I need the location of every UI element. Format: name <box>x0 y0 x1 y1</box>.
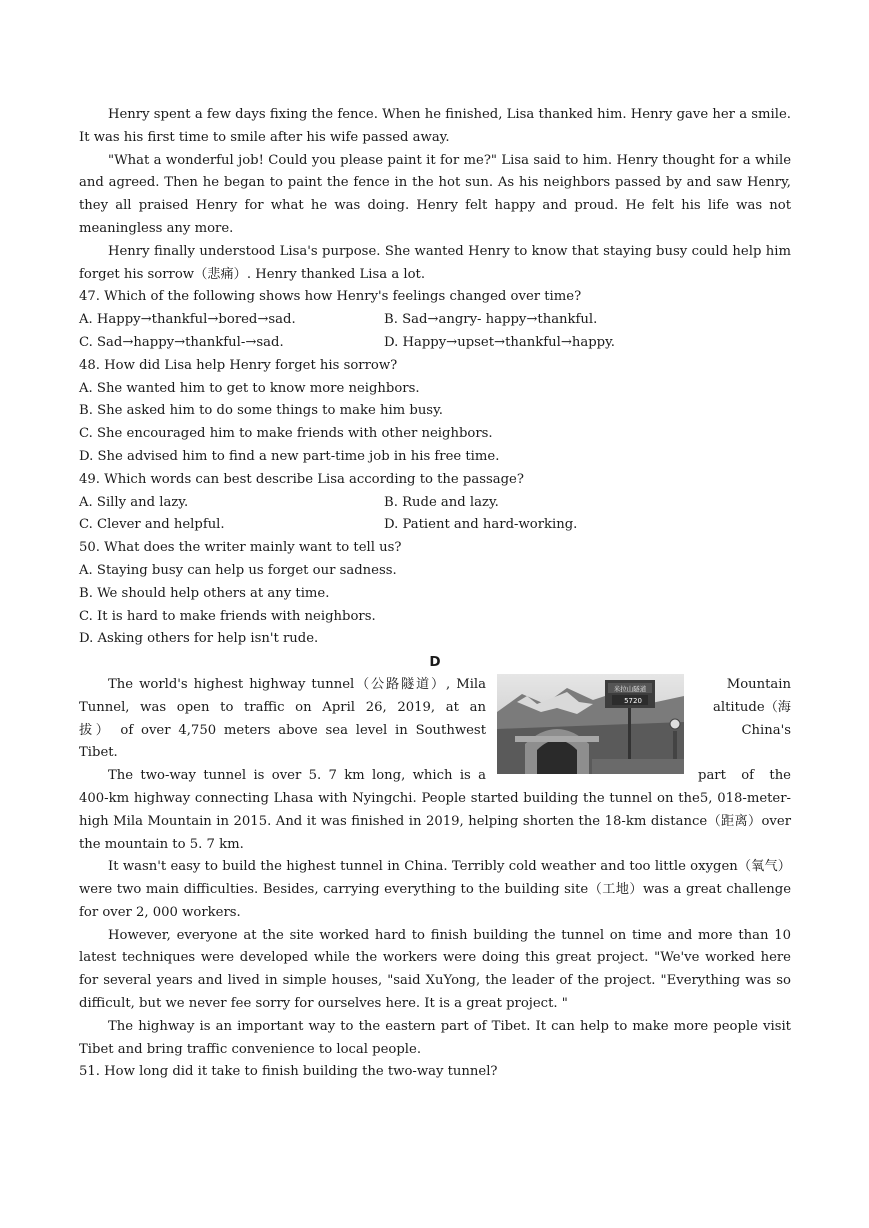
option-b: B. She asked him to do some things to make him busy. <box>79 403 443 419</box>
passage-d-with-photo <box>79 674 791 788</box>
passage-d-paragraph: The highway is an important way to the eastern part of Tibet. It can help to make more people visit Tibet and bring traffic convenience to local people. <box>79 1018 791 1057</box>
passage-c-paragraph: Henry finally understood Lisa's purpose. She wanted Henry to know that staying busy could help him forget his sorrow（悲痛）. Henry thanked Lisa a lot. <box>79 243 791 282</box>
passage-d-paragraph: 400-km highway connecting Lhasa with Nyingchi. People started building the tunnel on the5, 018-meter-high Mila Mountain in 2015. And it was finished in 2019, helping shorten the 18-km distance（距离）over the mountain to 5. 7 km. <box>79 790 791 852</box>
question-50-stem: 50. What does the writer mainly want to tell us? <box>79 540 402 556</box>
passage-d-text: China's <box>741 722 791 738</box>
option-c: C. She encouraged him to make friends with other neighbors. <box>79 426 493 442</box>
passage-d-line <box>79 720 791 743</box>
passage-d-text: altitude（海 <box>712 699 791 715</box>
passage-d-line <box>79 697 791 720</box>
sign-text: 米拉山隧道 <box>613 684 647 693</box>
passage-c-paragraph: "What a wonderful job! Could you please paint it for me?" Lisa said to him. Henry thought for a while and agreed. Then he began to paint the fence in the hot sun. As his neighbors passed by and saw Henry, they all praised Henry for what he was doing. Henry felt happy and proud. He felt his life was not meaningless any more. <box>79 152 791 236</box>
question-47-stem: 47. Which of the following shows how Henry's feelings changed over time? <box>79 289 582 305</box>
option-c: C. Clever and helpful. <box>79 517 225 533</box>
question-51-stem: 51. How long did it take to finish building the two-way tunnel? <box>79 1064 498 1080</box>
section-heading-d: D <box>429 654 441 671</box>
passage-d-text: The world's highest highway tunnel（公路隧道）, Mila <box>108 676 486 692</box>
sign-number: 5720 <box>624 696 642 705</box>
passage-d-line <box>79 765 791 788</box>
passage-d-text: Tunnel, was open to traffic on April 26, 2019, at an <box>79 699 486 715</box>
question-49-stem: 49. Which words can best describe Lisa according to the passage? <box>79 471 524 487</box>
option-d: D. Happy→upset→thankful→happy. <box>384 334 615 350</box>
option-d: D. She advised him to find a new part-time job in his free time. <box>79 448 500 464</box>
worksheet-page <box>79 104 791 1084</box>
option-a: A. She wanted him to get to know more neighbors. <box>79 380 420 396</box>
option-d: D. Patient and hard-working. <box>384 517 578 533</box>
passage-d-line <box>79 674 791 697</box>
passage-d-text: Mountain <box>726 676 791 692</box>
passage-d-paragraph: It wasn't easy to build the highest tunnel in China. Terribly cold weather and too little oxygen（氧气）were two main difficulties. Besides, carrying everything to the building site（工地）was a great challenge for over 2, 000 workers. <box>79 859 791 920</box>
passage-d-paragraph: However, everyone at the site worked hard to finish building the tunnel on time and more than 10 latest techniques were developed while the workers were doing this great project. "We've worked here for several years and lived in simple houses, "said XuYong, the leader of the project. "Everything was so difficult, but we never fee sorry for ourselves here. It is a great project. " <box>79 927 791 1012</box>
question-49-options-row <box>79 492 791 515</box>
option-a: A. Silly and lazy. <box>79 494 189 510</box>
question-47-options-row <box>79 332 791 355</box>
tunnel-photo-icon <box>497 674 684 774</box>
question-49-options-row <box>79 514 791 537</box>
option-b: B. Rude and lazy. <box>384 494 499 510</box>
option-a: A. Happy→thankful→bored→sad. <box>79 312 296 328</box>
passage-d-text: The two-way tunnel is over 5. 7 km long, which is a <box>108 768 486 784</box>
option-b: B. Sad→angry- happy→thankful. <box>384 312 598 328</box>
option-b: B. We should help others at any time. <box>79 585 330 601</box>
passage-d-text: 拔） of over 4,750 meters above sea level in Southwest <box>79 722 486 738</box>
question-47-options-row <box>79 309 791 332</box>
option-d: D. Asking others for help isn't rude. <box>79 631 319 647</box>
option-a: A. Staying busy can help us forget our sadness. <box>79 562 397 578</box>
option-c: C. It is hard to make friends with neighbors. <box>79 608 376 624</box>
passage-d-line: Tibet. <box>79 745 118 761</box>
option-c: C. Sad→happy→thankful-→sad. <box>79 334 284 350</box>
tunnel-photo <box>497 674 684 774</box>
question-48-stem: 48. How did Lisa help Henry forget his sorrow? <box>79 357 398 373</box>
passage-c-paragraph: Henry spent a few days fixing the fence. When he finished, Lisa thanked him. Henry gave her a smile. It was his first time to smile after his wife passed away. <box>79 107 791 145</box>
passage-d-text: part of the <box>698 768 791 784</box>
